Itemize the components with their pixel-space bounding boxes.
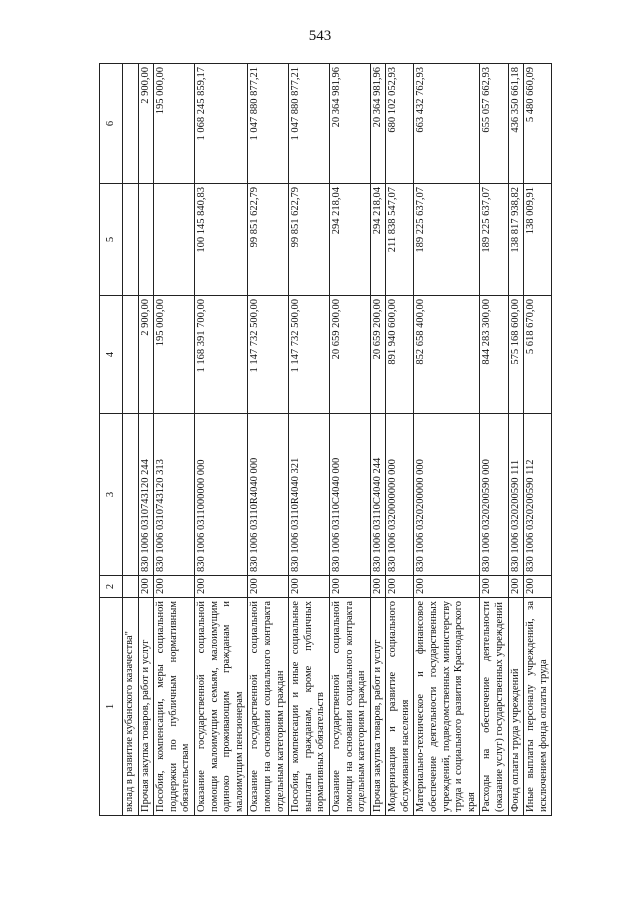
table-row	[524, 64, 552, 816]
table-row	[123, 64, 139, 816]
row-amount-col5: 189 225 637,07	[480, 184, 508, 296]
table-frame	[99, 64, 619, 816]
header-row	[100, 64, 123, 816]
row-col2: 200	[508, 576, 524, 598]
header-cell-6: 6	[100, 64, 123, 184]
row-name: Оказание государственной социальной помощи на основании социального контракта отдельным категориям граждан	[329, 598, 370, 816]
row-name: Оказание государственной социальной помощи малоимущим семьям, малоимущим одиноко проживающим гражданам и малоимущим пенсионерам	[194, 598, 247, 816]
row-col2: 200	[154, 576, 195, 598]
row-amount-col4: 852 658 400,00	[414, 296, 480, 414]
row-name: Пособия, компенсации, меры социальной поддержки по публичным нормативным обязательствам	[154, 598, 195, 816]
row-col2: 200	[480, 576, 508, 598]
row-code: 830 1006 03110R4040 321	[289, 414, 330, 576]
row-code: 830 1006 0320200590 112	[524, 414, 552, 576]
row-code: 830 1006 03110C4040 000	[329, 414, 370, 576]
table-row	[329, 64, 370, 816]
row-col2: 200	[329, 576, 370, 598]
row-code: 830 1006 0320200590 111	[508, 414, 524, 576]
row-code: 830 1006 03110C4040 244	[370, 414, 386, 576]
row-amount-col4: 891 940 600,00	[386, 296, 414, 414]
table-row	[480, 64, 508, 816]
row-code: 830 1006 0320200590 000	[480, 414, 508, 576]
row-amount-col4: 844 283 300,00	[480, 296, 508, 414]
row-code: 830 1006 0311000000 000	[194, 414, 247, 576]
row-col2: 200	[194, 576, 247, 598]
header-cell-5: 5	[100, 184, 123, 296]
row-amount-col5	[123, 184, 139, 296]
row-name: Материально-техническое и финансовое обеспечение деятельности государственных учреждений, подведомственных министерству труда и социального развития Краснодарского края	[414, 598, 480, 816]
row-name: Оказание государственной социальной помощи на основании социального контракта отдельным категориям граждан	[248, 598, 289, 816]
table-row	[386, 64, 414, 816]
row-code: 830 1006 03110R4040 000	[248, 414, 289, 576]
row-amount-col6: 195 000,00	[154, 64, 195, 184]
row-amount-col4: 575 168 600,00	[508, 296, 524, 414]
row-amount-col5: 189 225 637,07	[414, 184, 480, 296]
row-amount-col6	[123, 64, 139, 184]
table-row	[508, 64, 524, 816]
row-col2: 200	[386, 576, 414, 598]
row-col2: 200	[370, 576, 386, 598]
table-row	[289, 64, 330, 816]
row-amount-col5: 99 851 622,79	[289, 184, 330, 296]
row-amount-col6: 5 480 660,09	[524, 64, 552, 184]
row-amount-col4: 1 147 732 500,00	[289, 296, 330, 414]
row-amount-col6: 1 047 880 877,21	[248, 64, 289, 184]
header-cell-1: 1	[100, 598, 123, 816]
header-cell-3: 3	[100, 414, 123, 576]
row-col2: 200	[138, 576, 154, 598]
row-name: Прочая закупка товаров, работ и услуг	[138, 598, 154, 816]
row-name: вклад в развитие кубанского казачества"	[123, 598, 139, 816]
row-amount-col5: 99 851 622,79	[248, 184, 289, 296]
row-amount-col6: 663 432 762,93	[414, 64, 480, 184]
row-amount-col5: 138 009,91	[524, 184, 552, 296]
row-col2: 200	[524, 576, 552, 598]
row-amount-col4	[123, 296, 139, 414]
table-body	[100, 64, 552, 816]
row-code: 830 1006 0310743120 313	[154, 414, 195, 576]
row-amount-col4: 5 618 670,00	[524, 296, 552, 414]
row-amount-col6: 2 900,00	[138, 64, 154, 184]
page-number: 543	[308, 28, 332, 44]
row-amount-col4: 2 900,00	[138, 296, 154, 414]
row-amount-col6: 20 364 981,96	[370, 64, 386, 184]
row-col2: 200	[248, 576, 289, 598]
row-code: 830 1006 0320200000 000	[414, 414, 480, 576]
budget-table	[99, 63, 552, 816]
table-row	[154, 64, 195, 816]
row-col2: 200	[289, 576, 330, 598]
row-amount-col5: 294 218,04	[370, 184, 386, 296]
row-amount-col4: 20 659 200,00	[329, 296, 370, 414]
row-col2: 200	[414, 576, 480, 598]
row-amount-col4: 1 168 391 700,00	[194, 296, 247, 414]
row-code	[123, 414, 139, 576]
row-amount-col6: 655 057 662,93	[480, 64, 508, 184]
rotated-table-wrapper	[99, 64, 619, 816]
row-amount-col5: 211 838 547,07	[386, 184, 414, 296]
row-amount-col4: 1 147 732 500,00	[248, 296, 289, 414]
row-amount-col4: 195 000,00	[154, 296, 195, 414]
row-name: Прочая закупка товаров, работ и услуг	[370, 598, 386, 816]
row-name: Фонд оплаты труда учреждений	[508, 598, 524, 816]
row-name: Расходы на обеспечение деятельности (оказание услуг) государственных учреждений	[480, 598, 508, 816]
row-name: Иные выплаты персоналу учреждений, за исключением фонда оплаты труда	[524, 598, 552, 816]
row-amount-col6: 680 102 052,93	[386, 64, 414, 184]
row-amount-col6: 436 350 661,18	[508, 64, 524, 184]
table-row	[248, 64, 289, 816]
row-name: Модернизация и развитие социального обслуживания населения	[386, 598, 414, 816]
row-amount-col4: 20 659 200,00	[370, 296, 386, 414]
table-row	[370, 64, 386, 816]
row-amount-col5: 100 145 840,83	[194, 184, 247, 296]
row-amount-col5	[154, 184, 195, 296]
row-amount-col5: 138 817 938,82	[508, 184, 524, 296]
header-cell-4: 4	[100, 296, 123, 414]
table-row	[414, 64, 480, 816]
row-amount-col6: 1 047 880 877,21	[289, 64, 330, 184]
row-code: 830 1006 0310743120 244	[138, 414, 154, 576]
row-code: 830 1006 0320000000 000	[386, 414, 414, 576]
row-amount-col6: 1 068 245 859,17	[194, 64, 247, 184]
row-amount-col6: 20 364 981,96	[329, 64, 370, 184]
row-amount-col5	[138, 184, 154, 296]
header-cell-2: 2	[100, 576, 123, 598]
table-row	[138, 64, 154, 816]
table-row	[194, 64, 247, 816]
row-name: Пособия, компенсации и иные социальные выплаты гражданам, кроме публичных нормативных обязательств	[289, 598, 330, 816]
row-col2	[123, 576, 139, 598]
row-amount-col5: 294 218,04	[329, 184, 370, 296]
